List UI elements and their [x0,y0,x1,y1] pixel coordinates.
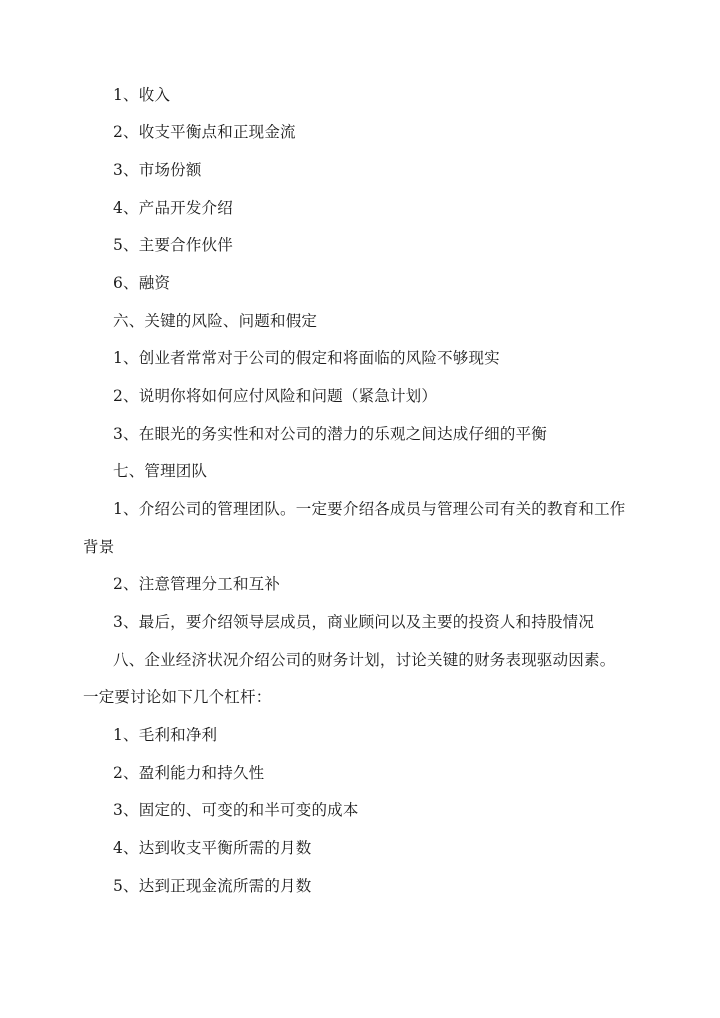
text-line: 1、收入 [113,86,171,104]
text-line: 3、在眼光的务实性和对公司的潜力的乐观之间达成仔细的平衡 [113,425,547,443]
section-heading: 七、管理团队 [113,462,208,480]
text-line: 2、收支平衡点和正现金流 [113,123,296,141]
text-line: 一定要讨论如下几个杠杆： [83,688,272,706]
text-line: 3、最后，要介绍领导层成员，商业顾问以及主要的投资人和持股情况 [113,613,595,631]
text-line: 2、说明你将如何应付风险和问题（紧急计划） [113,387,438,405]
text-line: 1、毛利和净利 [113,726,218,744]
text-line: 6、融资 [113,274,171,292]
text-line: 2、盈利能力和持久性 [113,764,265,782]
text-line: 背景 [83,538,115,556]
text-line: 4、达到收支平衡所需的月数 [113,839,312,857]
section-heading: 六、关键的风险、问题和假定 [113,312,318,330]
text-line: 3、固定的、可变的和半可变的成本 [113,801,359,819]
section-heading: 八、企业经济状况介绍公司的财务计划，讨论关键的财务表现驱动因素。 [113,651,616,669]
text-line: 2、注意管理分工和互补 [113,575,281,593]
text-line: 1、创业者常常对于公司的假定和将面临的风险不够现实 [113,349,500,367]
text-line: 5、达到正现金流所需的月数 [113,877,312,895]
text-line: 1、介绍公司的管理团队。一定要介绍各成员与管理公司有关的教育和工作 [113,500,626,518]
text-line: 3、市场份额 [113,161,202,179]
text-line: 4、产品开发介绍 [113,199,233,217]
text-line: 5、主要合作伙伴 [113,236,233,254]
